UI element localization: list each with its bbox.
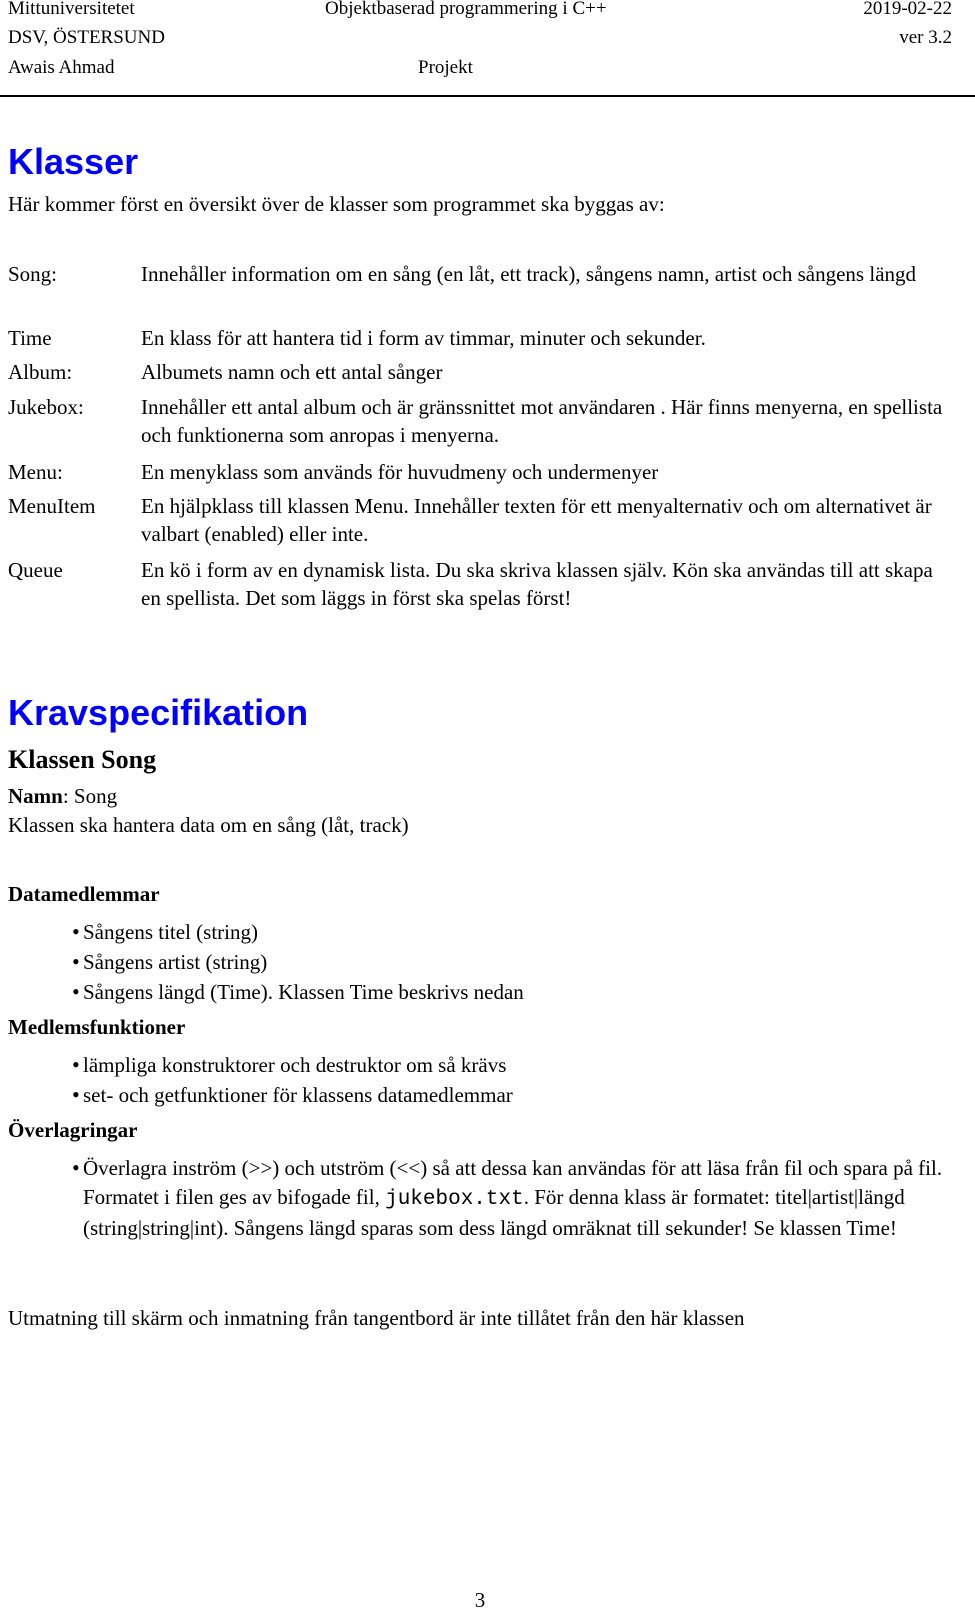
krav-heading: Kravspecifikation	[8, 692, 309, 733]
class-term-song: Song:	[8, 262, 58, 286]
header-department: DSV, ÖSTERSUND	[8, 27, 165, 48]
header-course: Objektbaserad programmering i C++	[325, 0, 607, 19]
header-version: ver 3.2	[899, 27, 952, 48]
overlagring-text-after: . För denna klass är formatet: titel|artist|längd (string|string|int). Sångens längd sparas som dess längd omräknat till sekunder! Se klassen Time!	[83, 1185, 905, 1240]
song-description: Klassen ska hantera data om en sång (låt, track)	[8, 813, 409, 837]
datamedlem-item: Sångens titel (string)	[83, 920, 258, 944]
header-author: Awais Ahmad	[8, 57, 115, 78]
class-term-menuitem: MenuItem	[8, 494, 96, 518]
medlemsfunktioner-heading: Medlemsfunktioner	[8, 1015, 186, 1039]
header-doc-type: Projekt	[418, 57, 473, 78]
class-desc-queue: En kö i form av en dynamisk lista. Du ska skriva klassen själv. Kön ska användas till att skapa en spellista. Det som läggs in först ska spelas först!	[141, 558, 933, 610]
overlagring-text-before: Överlagra inström (>>) och utström (<<) så att dessa kan användas för att läsa från fil och spara på fil. Formatet i filen ges av bifogade fil,	[83, 1156, 943, 1209]
class-term-queue: Queue	[8, 558, 63, 582]
class-term-jukebox: Jukebox:	[8, 395, 84, 419]
header-date: 2019-02-22	[863, 0, 952, 19]
header-university: Mittuniversitetet	[8, 0, 135, 19]
bullet-icon: •	[72, 1082, 80, 1107]
datamedlem-item: Sångens artist (string)	[83, 950, 268, 974]
class-term-menu: Menu:	[8, 460, 63, 484]
name-line	[8, 782, 117, 810]
klasser-intro: Här kommer först en översikt över de klasser som programmet ska byggas av:	[8, 192, 665, 216]
klasser-heading: Klasser	[8, 141, 139, 182]
bullet-icon: •	[72, 979, 80, 1004]
header-divider	[0, 95, 975, 97]
bullet-icon: •	[72, 919, 80, 944]
class-desc-menu: En menyklass som används för huvudmeny och undermenyer	[141, 460, 659, 484]
bullet-icon: •	[72, 1155, 80, 1180]
class-desc-time: En klass för att hantera tid i form av timmar, minuter och sekunder.	[141, 326, 706, 350]
jukebox-filename: jukebox.txt	[385, 1188, 524, 1211]
closing-note: Utmatning till skärm och inmatning från tangentbord är inte tillåtet från den här klassen	[8, 1306, 745, 1330]
klassen-song-heading: Klassen Song	[8, 745, 157, 774]
datamedlemmar-heading: Datamedlemmar	[8, 882, 160, 906]
name-value: : Song	[62, 784, 118, 808]
class-desc-jukebox: Innehåller ett antal album och är gränssnittet mot användaren . Här finns menyerna, en spellista och funktionerna som anropas i menyerna.	[141, 395, 943, 447]
name-label: Namn	[8, 784, 63, 808]
overlagringar-heading: Överlagringar	[8, 1118, 138, 1142]
bullet-icon: •	[72, 1052, 80, 1077]
class-term-album: Album:	[8, 360, 73, 384]
medlemsfunktion-item: set- och getfunktioner för klassens datamedlemmar	[83, 1083, 513, 1107]
class-desc-album: Albumets namn och ett antal sånger	[141, 360, 443, 384]
class-desc-menuitem: En hjälpklass till klassen Menu. Innehåller texten för ett menyalternativ och om alternativet är valbart (enabled) eller inte.	[141, 494, 932, 546]
datamedlem-item: Sångens längd (Time). Klassen Time beskrivs nedan	[83, 980, 524, 1004]
class-desc-song: Innehåller information om en sång (en låt, ett track), sångens namn, artist och sångens längd	[141, 262, 917, 286]
medlemsfunktion-item: lämpliga konstruktorer och destruktor om så krävs	[83, 1053, 507, 1077]
page-number: 3	[474, 1588, 486, 1612]
class-term-time: Time	[8, 326, 52, 350]
overlagring-item	[83, 1154, 953, 1243]
bullet-icon: •	[72, 949, 80, 974]
